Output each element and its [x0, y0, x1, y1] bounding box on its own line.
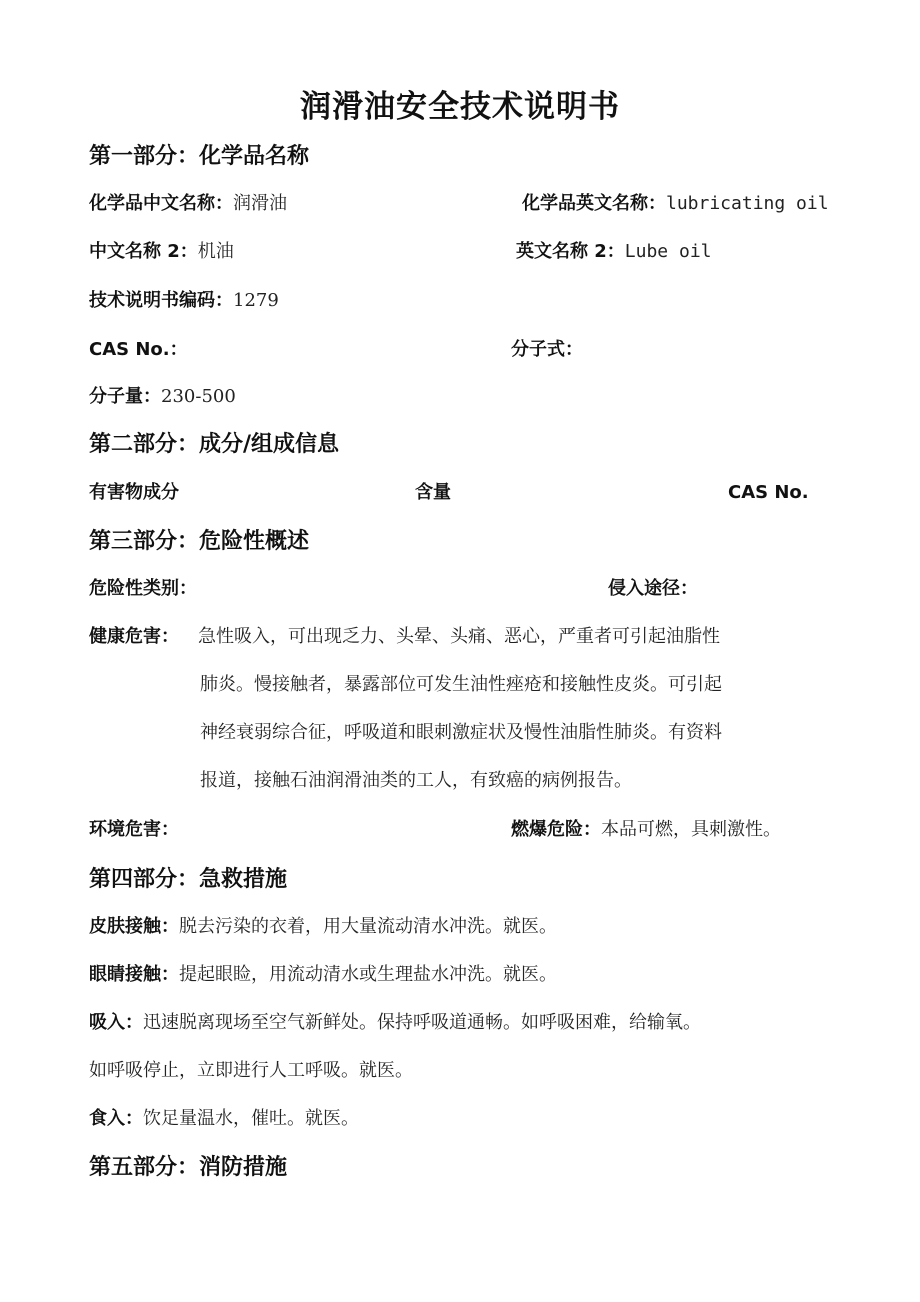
- route-label: 侵入途径：: [608, 578, 698, 599]
- code-value: 1279: [233, 290, 279, 311]
- section4-heading: 第四部分：急救措施: [89, 867, 288, 892]
- fire-label: 燃爆危险：: [511, 819, 601, 840]
- en-name2-field: [516, 243, 712, 261]
- ingest-field: [89, 1110, 359, 1128]
- ingest-label: 食入：: [89, 1108, 143, 1129]
- section2-heading: 第二部分：成分/组成信息: [89, 432, 340, 457]
- skin-value: 脱去污染的衣着，用大量流动清水冲洗。就医。: [179, 916, 557, 937]
- cn-name-field: [89, 195, 287, 213]
- en-name-label: 化学品英文名称：: [522, 193, 666, 214]
- code-field: [89, 292, 279, 310]
- eye-label: 眼睛接触：: [89, 964, 179, 985]
- env-label: 环境危害：: [89, 819, 179, 840]
- formula-field: [511, 341, 583, 359]
- en-name2-value: Lube oil: [624, 241, 712, 262]
- cn-name-label: 化学品中文名称：: [89, 193, 233, 214]
- en-name-value: lubricating oil: [666, 193, 829, 214]
- cn-name2-field: [89, 243, 234, 261]
- skin-field: [89, 918, 557, 936]
- en-name-field: [522, 195, 829, 213]
- mw-label: 分子量：: [89, 386, 161, 407]
- mw-value: 230-500: [161, 386, 236, 407]
- eye-field: [89, 966, 557, 984]
- health-line-2: 肺炎。慢接触者，暴露部位可发生油性痤疮和接触性皮炎。可引起: [200, 674, 722, 695]
- eye-value: 提起眼睑，用流动清水或生理盐水冲洗。就医。: [179, 964, 557, 985]
- inhale-value-2: 如呼吸停止，立即进行人工呼吸。就医。: [89, 1060, 413, 1081]
- inhale-label: 吸入：: [89, 1012, 143, 1033]
- ingest-value: 饮足量温水，催吐。就医。: [143, 1108, 359, 1129]
- cn-name-value: 润滑油: [233, 193, 287, 214]
- column-header-cas: CAS No.: [728, 482, 809, 503]
- en-name2-label: 英文名称 2：: [516, 241, 625, 262]
- inhale-field: [89, 1014, 701, 1032]
- document-title: 润滑油安全技术说明书: [300, 89, 620, 125]
- inhale-value: 迅速脱离现场至空气新鲜处。保持呼吸道通畅。如呼吸困难，给输氧。: [143, 1012, 701, 1033]
- section1-heading: 第一部分：化学品名称: [89, 144, 310, 169]
- mw-field: [89, 388, 236, 406]
- formula-label: 分子式：: [511, 339, 583, 360]
- cas-label: CAS No.：: [89, 339, 188, 360]
- skin-label: 皮肤接触：: [89, 916, 179, 937]
- fire-value: 本品可燃，具刺激性。: [601, 819, 781, 840]
- health-label: 健康危害：: [89, 626, 179, 647]
- cn-name2-value: 机油: [197, 241, 234, 262]
- column-header-content: 含量: [415, 482, 451, 503]
- column-header-component: 有害物成分: [89, 482, 179, 503]
- section3-heading: 第三部分：危险性概述: [89, 529, 310, 554]
- cas-field: [89, 341, 188, 359]
- hazard-class-label: 危险性类别：: [89, 578, 197, 599]
- health-line-4: 报道，接触石油润滑油类的工人，有致癌的病例报告。: [200, 770, 632, 791]
- cn-name2-label: 中文名称 2：: [89, 241, 198, 262]
- health-line-3: 神经衰弱综合征，呼吸道和眼刺激症状及慢性油脂性肺炎。有资料: [200, 722, 722, 743]
- section5-heading: 第五部分：消防措施: [89, 1155, 288, 1180]
- fire-field: [511, 821, 781, 839]
- health-line-1: 急性吸入，可出现乏力、头晕、头痛、恶心，严重者可引起油脂性: [198, 626, 720, 647]
- code-label: 技术说明书编码：: [89, 290, 233, 311]
